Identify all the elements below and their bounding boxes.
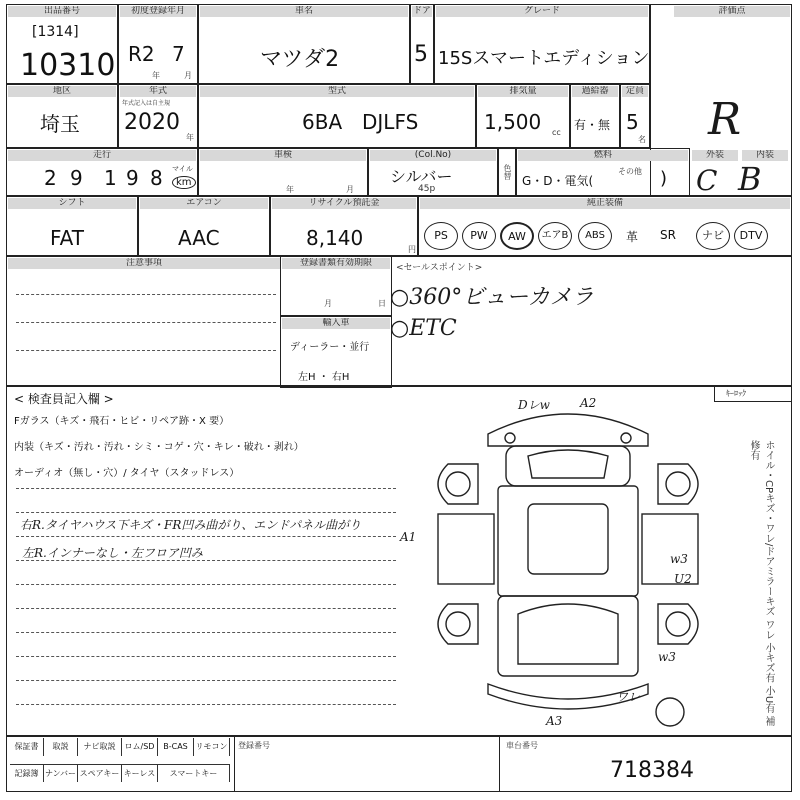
car-name-header: 車名	[200, 6, 408, 17]
reg-doc-month: 月	[324, 299, 332, 308]
inspector-note-1: 右R.タイヤハウス下キズ・FR凹み曲がり、エンドパネル曲がり	[20, 518, 362, 532]
displacement-header: 排気量	[478, 86, 568, 97]
aircon-value: AAC	[178, 226, 220, 250]
insp-line-8	[16, 656, 396, 657]
reg-no-box	[234, 736, 500, 792]
reg-doc-header: 登録書類有効期限	[282, 258, 390, 269]
type-code-header: 型式	[200, 86, 474, 97]
inspector-note-2: 左R.インナーなし・左フロア凹み	[22, 546, 203, 560]
first-reg-era: R2	[128, 42, 155, 66]
capacity-unit: 名	[638, 135, 646, 144]
mileage-digit-4: 9	[126, 166, 139, 190]
fuel-other: その他	[618, 167, 642, 176]
mileage-digit-5: 8	[150, 166, 163, 190]
grade-value: 15Sスマートエディション	[438, 48, 650, 69]
inspector-audio: オーディオ（無し・穴）/ タイヤ（スタッドレス）	[14, 468, 240, 479]
doors-header: ドア	[413, 6, 431, 16]
diag-mark-8: A3	[546, 714, 563, 728]
fuel-header: 燃料	[518, 150, 688, 161]
lot-number: 10310	[20, 48, 116, 83]
diag-mark-5: U2	[674, 572, 692, 586]
shaken-year: 年	[286, 185, 294, 194]
cell-smart-key: スマートキー	[158, 764, 230, 782]
diag-mark-6: w3	[658, 650, 676, 664]
recycle-value: 8,140	[306, 226, 364, 250]
insp-line-2	[16, 512, 396, 513]
diag-mark-7: ワレ	[616, 690, 641, 704]
sales-point-header: <セールスポイント>	[396, 263, 483, 273]
insp-line-1	[16, 488, 396, 489]
first-reg-month: 7	[172, 42, 185, 66]
equip-sunroof: SR	[660, 228, 676, 242]
cell-rom-sd: ロム/SD	[122, 738, 158, 756]
car-name: マツダ2	[260, 47, 340, 72]
type-code-prefix: 6BA	[302, 110, 343, 134]
rating-value: R	[708, 94, 742, 145]
grade-header: グレード	[436, 6, 648, 17]
lot-code: [1314]	[32, 24, 79, 40]
mileage-digit-2: 9	[70, 166, 83, 190]
cell-number: ナンバー	[44, 764, 78, 782]
cell-bcas: B-CAS	[158, 738, 194, 756]
equip-navi: ナビ	[696, 222, 730, 250]
notes-header: 注意事項	[8, 258, 280, 269]
equip-aw: AW	[500, 222, 534, 250]
color-code: 45p	[418, 184, 436, 194]
mileage-km: km	[172, 176, 196, 189]
capacity-header: 定員	[622, 86, 648, 97]
model-year-unit: 年	[186, 133, 194, 142]
equip-pw: PW	[462, 222, 496, 250]
turbo-header: 過給器	[572, 86, 618, 97]
displacement-unit: cc	[552, 128, 561, 137]
right-vertical-note: ホイル・CPキズ・ワレ/ドアミラーキズ ワレ 小キズ有 小U有 補修有	[748, 440, 774, 727]
cell-spare-key: スペアキー	[78, 764, 122, 782]
color-name: シルバー	[390, 167, 453, 186]
shaken-month: 月	[346, 185, 354, 194]
capacity-value: 5	[626, 110, 639, 134]
body-no-value: 718384	[610, 758, 694, 783]
color-header: (Col.No)	[370, 150, 496, 161]
keylock-label: ｷｰﾛｯｸ	[726, 389, 746, 398]
inspector-title: < 検査員記入欄 >	[14, 392, 114, 406]
exterior-grade: C	[696, 164, 718, 197]
location-value: 埼玉	[40, 112, 80, 136]
shaken-header: 車検	[200, 150, 366, 161]
import-dealer: ディーラー・並行	[290, 342, 370, 353]
displacement-value: 1,500	[484, 110, 542, 134]
cell-navi-manual: ナビ取説	[78, 738, 122, 756]
note-line-3	[16, 350, 276, 351]
doors-value: 5	[414, 42, 428, 67]
fuel-options: G・D・電気(	[522, 174, 594, 188]
first-reg-year-unit: 年	[152, 71, 160, 80]
diag-mark-1: Dレw	[518, 398, 550, 412]
turbo-options: 有・無	[574, 118, 611, 132]
first-reg-month-unit: 月	[184, 71, 192, 80]
mileage-mile: マイル	[172, 165, 193, 173]
diag-mark-4: w3	[670, 552, 688, 566]
recycle-header: リサイクル預託金	[272, 198, 416, 209]
sales-point-1: ○360°ビューカメラ	[390, 285, 594, 310]
model-year-header: 年式	[120, 86, 196, 97]
aircon-header: エアコン	[140, 198, 268, 209]
interior-header: 内装	[742, 150, 788, 161]
fuel-close: )	[660, 168, 668, 189]
insp-line-3	[16, 536, 396, 537]
reg-no-label: 登録番号	[238, 741, 270, 750]
cell-remote: リモコン	[194, 738, 230, 756]
first-reg-header: 初度登録年月	[120, 6, 196, 17]
lot-header: 出品番号	[8, 6, 116, 17]
equip-abs: ABS	[578, 222, 612, 250]
mileage-digit-3: 1	[104, 166, 117, 190]
equip-ps: PS	[424, 222, 458, 250]
insp-line-9	[16, 680, 396, 681]
recolor-label: 色替	[503, 164, 512, 180]
mileage-header: 走行	[8, 150, 196, 161]
location-header: 地区	[8, 86, 116, 97]
interior-grade: B	[738, 160, 762, 198]
equip-airbag: エアB	[538, 222, 572, 250]
type-code-model: DJLFS	[362, 110, 419, 134]
insp-line-10	[16, 704, 396, 705]
model-year-value: 2020	[124, 110, 180, 135]
cell-warranty: 保証書	[10, 738, 44, 756]
mileage-digit-1: 2	[44, 166, 57, 190]
diag-mark-3: A1	[400, 530, 417, 544]
shift-header: シフト	[8, 198, 136, 209]
note-line-2	[16, 322, 276, 323]
diag-mark-2: A2	[580, 396, 597, 410]
rating-header: 評価点	[674, 6, 790, 17]
equip-leather: 革	[626, 230, 639, 244]
equip-dtv: DTV	[734, 222, 768, 250]
equipment-header: 純正装備	[420, 198, 790, 209]
inspector-interior: 内装（キズ・汚れ・汚れ・シミ・コゲ・穴・キレ・破れ・剥れ）	[14, 442, 304, 453]
import-header: 輸入車	[282, 318, 390, 329]
exterior-header: 外装	[692, 150, 738, 161]
body-no-label: 車台番号	[506, 741, 538, 750]
cell-keyless: キーレス	[122, 764, 158, 782]
shift-value: FAT	[50, 226, 85, 250]
insp-line-7	[16, 632, 396, 633]
import-handle: 左H ・ 右H	[298, 372, 350, 383]
note-line-1	[16, 294, 276, 295]
model-year-note: 年式記入は自主規	[122, 100, 171, 107]
insp-line-6	[16, 608, 396, 609]
inspector-glass: Fガラス（キズ・飛石・ヒビ・リペア跡・X 要）	[14, 416, 230, 427]
sales-point-2: ○ETC	[390, 316, 457, 341]
reg-doc-day: 日	[378, 299, 386, 308]
cell-manual: 取説	[44, 738, 78, 756]
recycle-unit: 円	[408, 245, 416, 254]
insp-line-5	[16, 584, 396, 585]
auction-sheet	[6, 4, 792, 794]
cell-record: 記録簿	[10, 764, 44, 782]
